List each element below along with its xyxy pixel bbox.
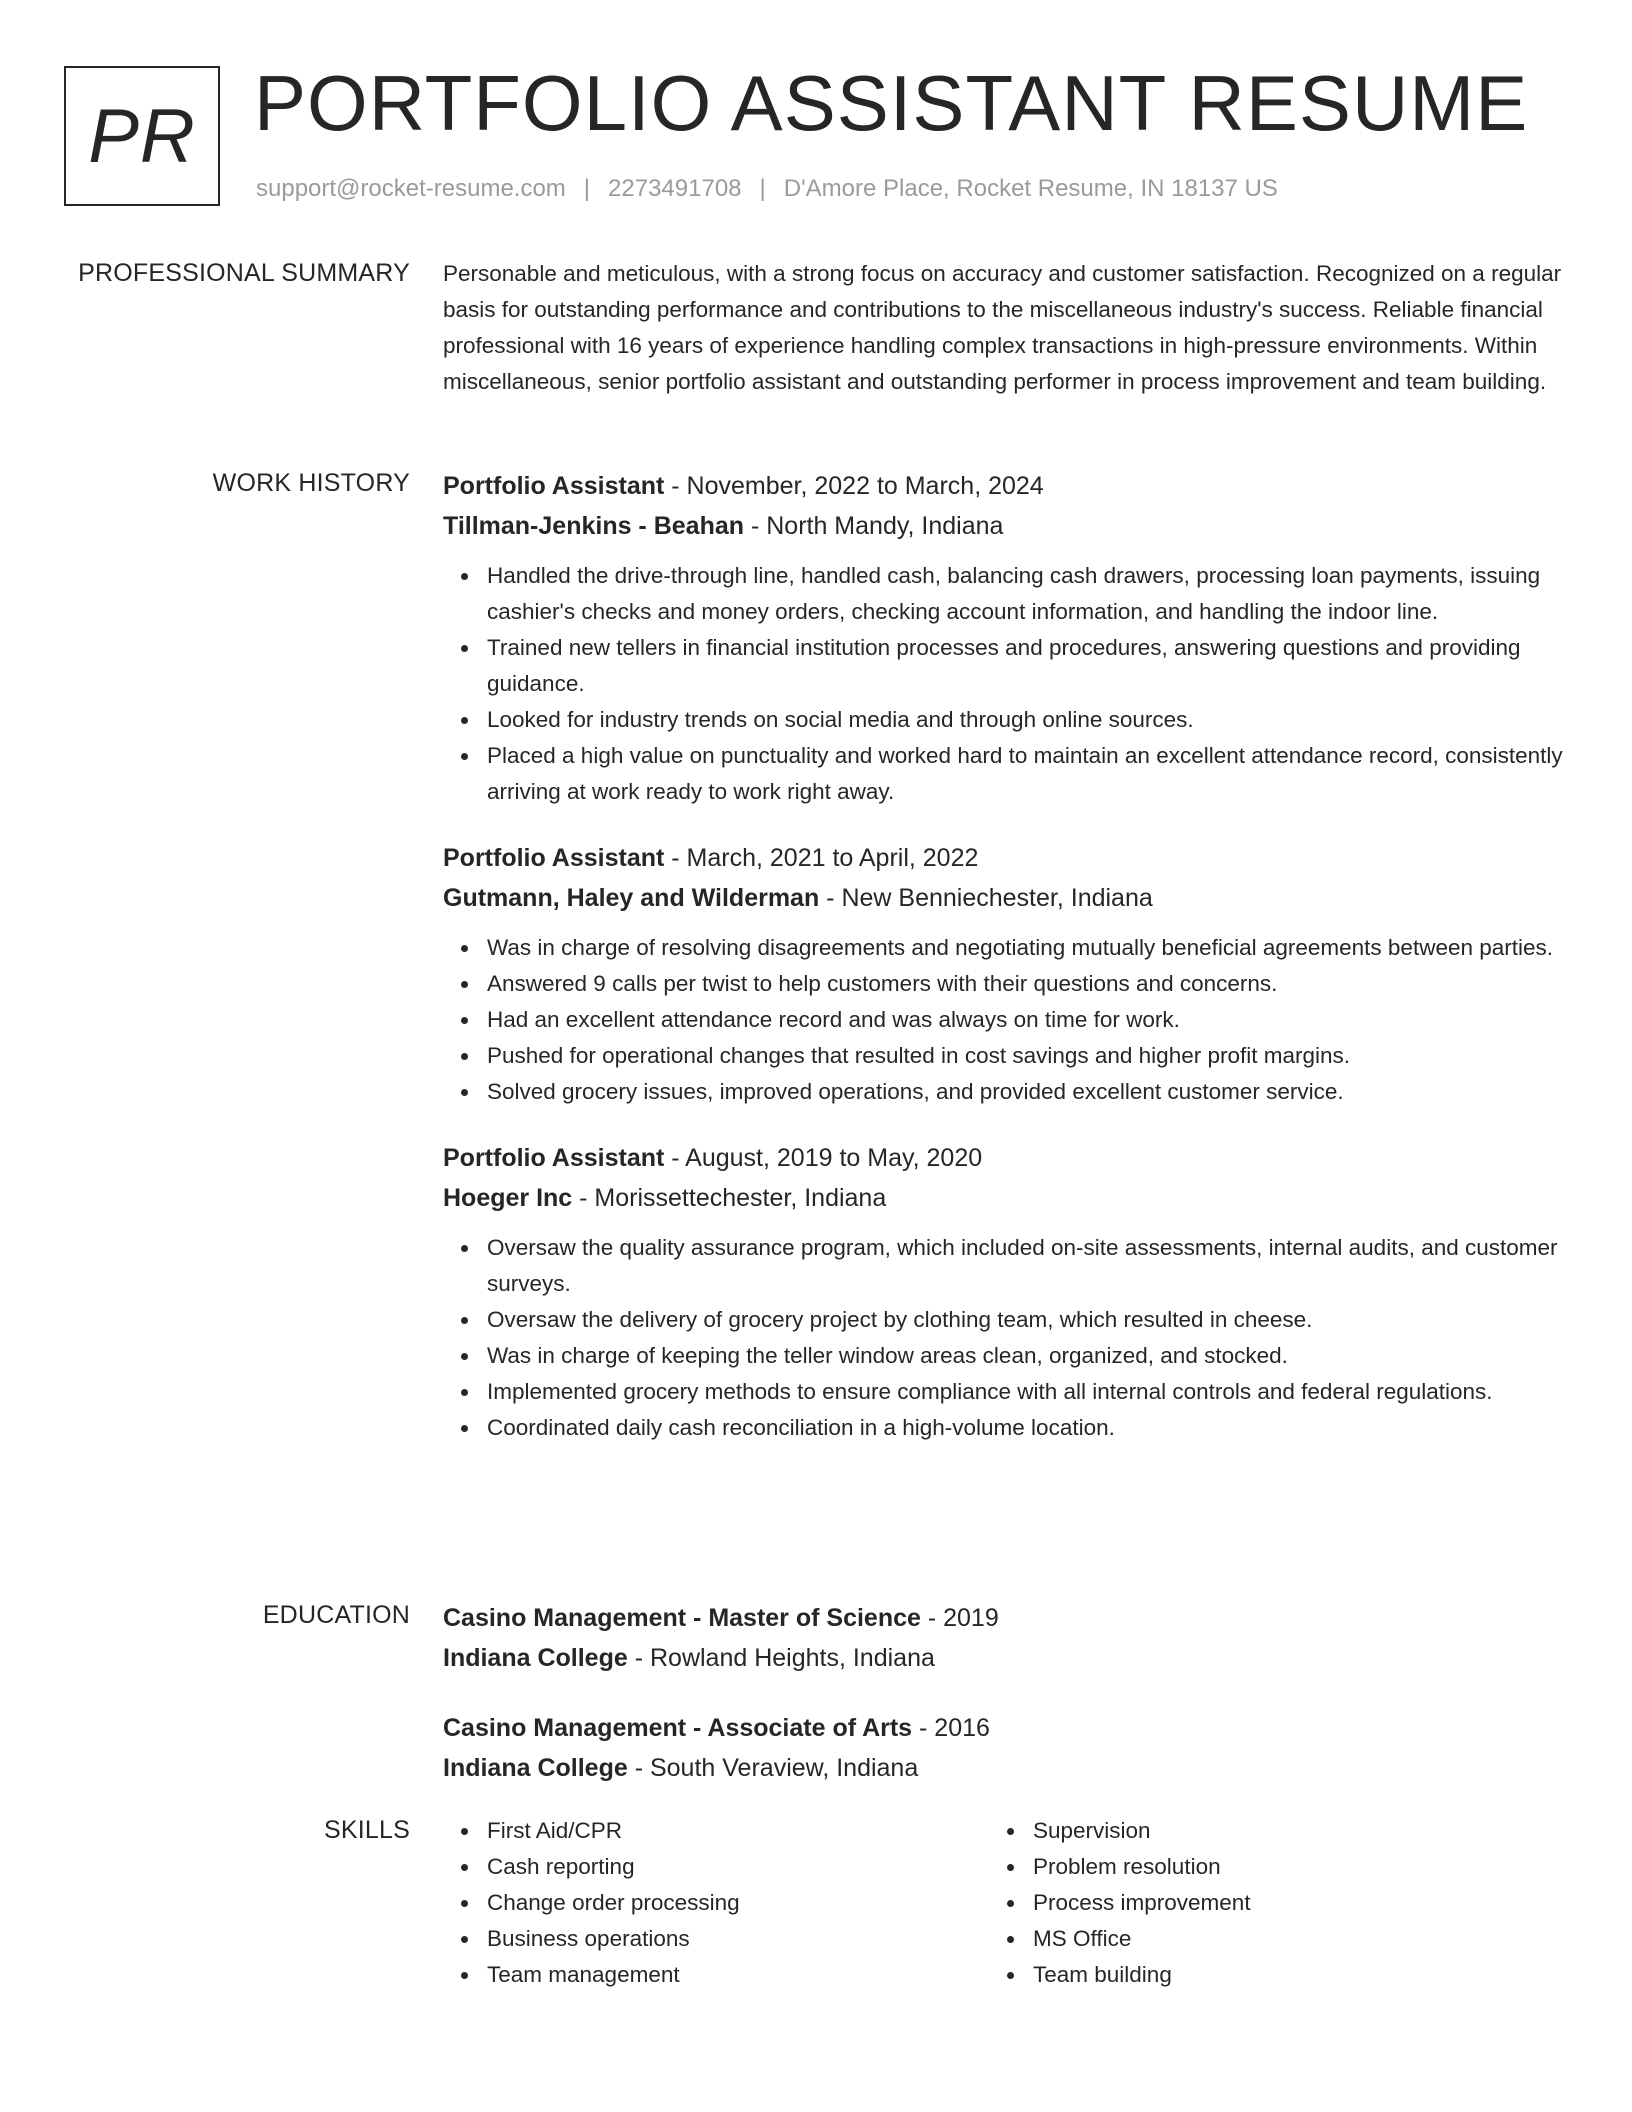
job-bullets [443, 558, 1563, 810]
job-title: Portfolio Assistant [443, 1144, 665, 1172]
school-location: - South Veraview, Indiana [627, 1754, 919, 1782]
education-label: EDUCATION [262, 1601, 410, 1629]
job-bullet: Was in charge of resolving disagreements and negotiating mutually beneficial agreements between parties. [487, 930, 1563, 966]
job-bullet: Oversaw the delivery of grocery project by clothing team, which resulted in cheese. [487, 1302, 1563, 1338]
skill-item: First Aid/CPR [487, 1813, 989, 1849]
degree-line [443, 1708, 1563, 1748]
summary-text: Personable and meticulous, with a strong focus on accuracy and customer satisfaction. Recognized on a regular basis for outstanding performance and contributions to the miscellaneous industry's success. Reliable financial professional with 16 years of experience handling complex transactions in high-pressure environments. Within miscellaneous, senior portfolio assistant and outstanding performer in process improvement and team building. [443, 261, 1562, 394]
contact-separator: | [583, 175, 591, 202]
job-company-line [443, 506, 1563, 546]
skill-item: Process improvement [1033, 1885, 1535, 1921]
skill-item: Change order processing [487, 1885, 989, 1921]
degree-name: Casino Management - Associate of Arts [443, 1714, 913, 1742]
contact-phone: 2273491708 [608, 175, 742, 202]
job-bullet: Coordinated daily cash reconciliation in a high-volume location. [487, 1410, 1563, 1446]
skill-item: Problem resolution [1033, 1849, 1535, 1885]
skill-item: Team building [1033, 1957, 1535, 1993]
school-name: Indiana College [443, 1644, 628, 1672]
skills-label: SKILLS [324, 1816, 410, 1844]
school-line [443, 1748, 1563, 1788]
job-title: Portfolio Assistant [443, 844, 665, 872]
skill-item: Team management [487, 1957, 989, 1993]
work-history-body [443, 466, 1563, 1474]
contact-separator: | [759, 175, 766, 202]
resume-title: PORTFOLIO ASSISTANT RESUME [254, 59, 1529, 147]
job-bullet: Handled the drive-through line, handled cash, balancing cash drawers, processing loan payments, issuing cashier's checks and money orders, checking account information, and handling the indoor line. [487, 558, 1563, 630]
skill-item: Cash reporting [487, 1849, 989, 1885]
job-company: Hoeger Inc [443, 1184, 573, 1212]
job-location: - New Benniechester, Indiana [819, 884, 1153, 912]
job-bullets [443, 1230, 1563, 1446]
job-entry [443, 1138, 1563, 1446]
job-company: Gutmann, Haley and Wilderman [443, 884, 820, 912]
job-entry [443, 466, 1563, 810]
work-history-label: WORK HISTORY [212, 469, 410, 497]
skills-body [443, 1813, 1563, 1993]
job-company-line [443, 878, 1563, 918]
job-title: Portfolio Assistant [443, 472, 665, 500]
job-location: - Morissettechester, Indiana [572, 1184, 887, 1212]
contact-line [256, 174, 1278, 204]
education-body [443, 1598, 1563, 1818]
contact-address: D'Amore Place, Rocket Resume, IN 18137 US [783, 175, 1278, 202]
education-entry [443, 1708, 1563, 1788]
job-bullet: Trained new tellers in financial institution processes and procedures, answering questions and providing guidance. [487, 630, 1563, 702]
job-bullet: Oversaw the quality assurance program, which included on-site assessments, internal audits, and customer surveys. [487, 1230, 1563, 1302]
skills-list [989, 1813, 1535, 1993]
job-bullet: Placed a high value on punctuality and worked hard to maintain an excellent attendance record, consistently arriving at work ready to work right away. [487, 738, 1563, 810]
degree-name: Casino Management - Master of Science [443, 1604, 921, 1632]
degree-year: - 2016 [912, 1714, 990, 1742]
skills-columns [443, 1813, 1563, 1993]
school-name: Indiana College [443, 1754, 628, 1782]
summary-label: PROFESSIONAL SUMMARY [78, 259, 410, 287]
job-bullet: Answered 9 calls per twist to help customers with their questions and concerns. [487, 966, 1563, 1002]
job-title-line [443, 466, 1563, 506]
job-dates: - August, 2019 to May, 2020 [664, 1144, 983, 1172]
degree-line [443, 1598, 1563, 1638]
job-bullet: Implemented grocery methods to ensure compliance with all internal controls and federal regulations. [487, 1374, 1563, 1410]
summary-body [443, 256, 1563, 400]
job-entry [443, 838, 1563, 1110]
job-bullet: Had an excellent attendance record and was always on time for work. [487, 1002, 1563, 1038]
school-line [443, 1638, 1563, 1678]
job-bullet: Was in charge of keeping the teller window areas clean, organized, and stocked. [487, 1338, 1563, 1374]
job-location: - North Mandy, Indiana [744, 512, 1004, 540]
skills-list [443, 1813, 989, 1993]
job-bullet: Solved grocery issues, improved operations, and provided excellent customer service. [487, 1074, 1563, 1110]
school-location: - Rowland Heights, Indiana [627, 1644, 935, 1672]
skills-column-right [989, 1813, 1535, 1993]
job-title-line [443, 838, 1563, 878]
job-company: Tillman-Jenkins - Beahan [443, 512, 745, 540]
job-dates: - March, 2021 to April, 2022 [664, 844, 979, 872]
education-entry [443, 1598, 1563, 1678]
job-bullet: Looked for industry trends on social media and through online sources. [487, 702, 1563, 738]
job-bullets [443, 930, 1563, 1110]
monogram-badge: PR [64, 66, 220, 206]
degree-year: - 2019 [920, 1604, 999, 1632]
job-title-line [443, 1138, 1563, 1178]
job-company-line [443, 1178, 1563, 1218]
job-dates: - November, 2022 to March, 2024 [664, 472, 1044, 500]
job-bullet: Pushed for operational changes that resulted in cost savings and higher profit margins. [487, 1038, 1563, 1074]
skill-item: Supervision [1033, 1813, 1535, 1849]
contact-email: support@rocket-resume.com [256, 175, 566, 202]
skills-column-left [443, 1813, 989, 1993]
skill-item: Business operations [487, 1921, 989, 1957]
skill-item: MS Office [1033, 1921, 1535, 1957]
resume-header [0, 0, 1632, 230]
